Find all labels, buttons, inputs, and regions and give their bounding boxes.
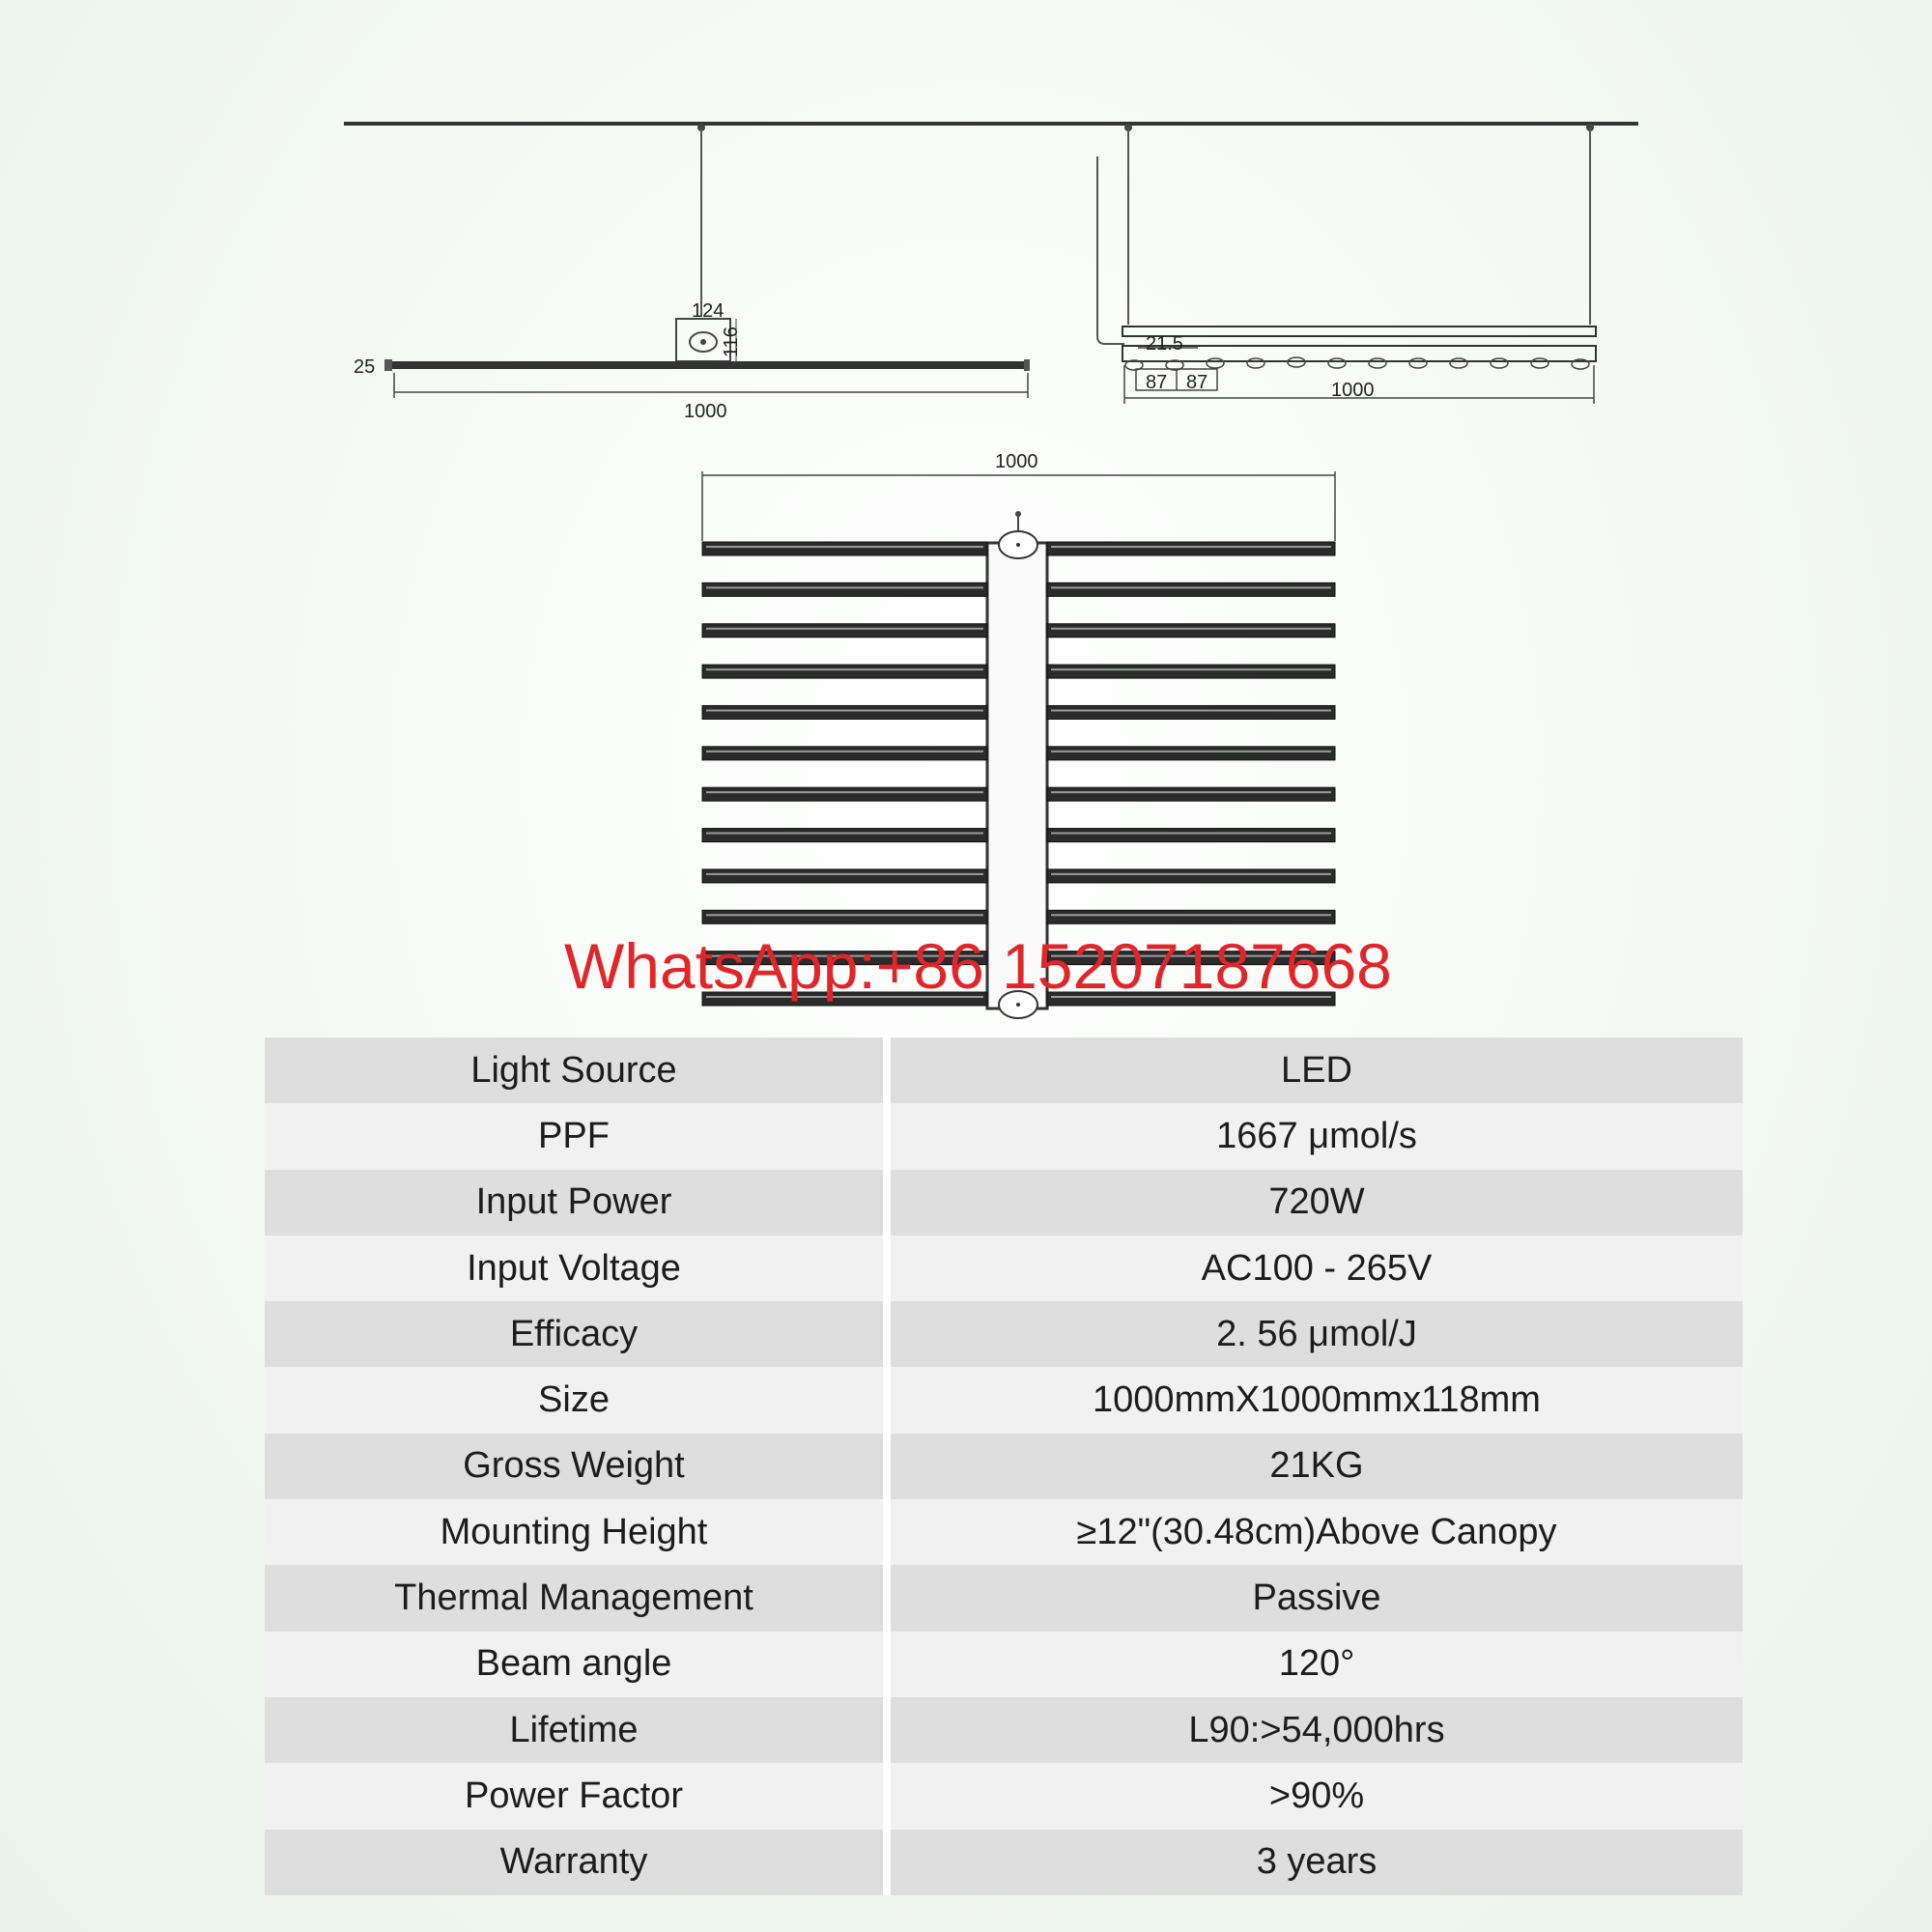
light-bar-right — [1047, 705, 1335, 719]
spec-label: Light Source — [265, 1037, 891, 1103]
box-height-label: 116 — [721, 327, 742, 357]
spec-value: AC100 - 265V — [891, 1236, 1743, 1301]
light-bar-left — [702, 869, 987, 883]
light-bar-right — [1047, 542, 1335, 555]
spec-value: 21KG — [891, 1434, 1743, 1499]
light-bar-right — [1047, 665, 1335, 678]
light-bar-left — [702, 705, 987, 719]
spec-value: ≥12"(30.48cm)Above Canopy — [891, 1499, 1743, 1565]
side-length-label: 1000 — [684, 401, 727, 422]
side-height-label: 25 — [354, 356, 376, 378]
spec-value: 1667 μmol/s — [891, 1103, 1743, 1169]
spec-row — [265, 1763, 1743, 1829]
front-view-drawing — [1097, 124, 1596, 404]
front-length-label: 1000 — [1331, 380, 1375, 401]
spec-value: 120° — [891, 1632, 1743, 1697]
spec-label: Thermal Management — [265, 1565, 891, 1631]
box-width-label: 124 — [692, 300, 724, 322]
spec-row — [265, 1301, 1743, 1367]
spec-value: 1000mmX1000mmx118mm — [891, 1367, 1743, 1433]
spec-table — [265, 1037, 1743, 1895]
spec-label: Warranty — [265, 1830, 891, 1895]
spec-label: Size — [265, 1367, 891, 1433]
spec-row — [265, 1830, 1743, 1895]
spec-value: 3 years — [891, 1830, 1743, 1895]
light-bar-left — [702, 624, 987, 638]
spec-label: Lifetime — [265, 1697, 891, 1763]
side-view-drawing — [354, 124, 1030, 422]
spec-row — [265, 1434, 1743, 1499]
front-spacing-label-2: 87 — [1186, 372, 1208, 393]
spec-value: LED — [891, 1037, 1743, 1103]
spec-row — [265, 1632, 1743, 1697]
whatsapp-watermark: WhatsApp:+86 15207187668 — [564, 930, 1392, 1002]
spec-label: Power Factor — [265, 1763, 891, 1829]
light-bar-left — [702, 542, 987, 555]
spec-value: L90:>54,000hrs — [891, 1697, 1743, 1763]
spec-row — [265, 1236, 1743, 1301]
light-bar-right — [1047, 582, 1335, 596]
light-bar-left — [702, 582, 987, 596]
light-bar-left — [702, 910, 987, 923]
spec-row — [265, 1103, 1743, 1169]
spec-label: Mounting Height — [265, 1499, 891, 1565]
spec-row — [265, 1037, 1743, 1103]
spec-value: 2. 56 μmol/J — [891, 1301, 1743, 1367]
light-bar-left — [702, 829, 987, 842]
spec-row — [265, 1499, 1743, 1565]
spec-label: PPF — [265, 1103, 891, 1169]
spec-label: Efficacy — [265, 1301, 891, 1367]
light-bar-right — [1047, 747, 1335, 760]
spec-value: Passive — [891, 1565, 1743, 1631]
front-spacing-label-1: 87 — [1146, 372, 1168, 393]
top-width-label: 1000 — [995, 451, 1038, 472]
spec-label: Input Voltage — [265, 1236, 891, 1301]
light-bar-right — [1047, 787, 1335, 801]
spec-value: >90% — [891, 1763, 1743, 1829]
spec-label: Input Power — [265, 1170, 891, 1236]
light-bar-right — [1047, 624, 1335, 638]
light-bar-right — [1047, 829, 1335, 842]
light-bar-left — [702, 747, 987, 760]
spec-row — [265, 1565, 1743, 1631]
spec-label: Gross Weight — [265, 1434, 891, 1499]
light-bar-right — [1047, 910, 1335, 923]
light-bar-left — [702, 787, 987, 801]
spec-value: 720W — [891, 1170, 1743, 1236]
front-offset-label: 21.5 — [1146, 333, 1183, 355]
light-bar-left — [702, 665, 987, 678]
spec-label: Beam angle — [265, 1632, 891, 1697]
spec-row — [265, 1170, 1743, 1236]
spec-row — [265, 1367, 1743, 1433]
light-bar-right — [1047, 869, 1335, 883]
spec-row — [265, 1697, 1743, 1763]
